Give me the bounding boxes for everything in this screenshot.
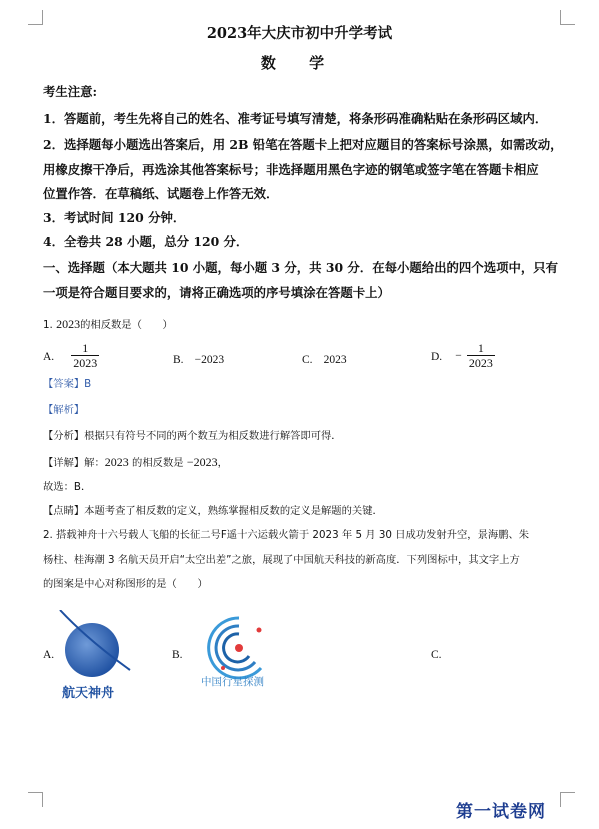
q2-option-b-label: B. [172,649,183,661]
q1-conclusion: 故选：B． [43,481,92,493]
q1-option-a-label: A. [43,351,55,363]
notice-line-3: 用橡皮擦干净后，再选涂其他答案标号；非选择题用黑色字迹的钢笔或签字笔在答题卡相应 [43,162,539,177]
q1-xiangjie [43,452,228,473]
q1-option-b-value: −2023 [194,354,225,366]
q1-number: 1. [43,319,53,331]
section-heading-line-2: 一项是符合题目要求的，请将正确选项的序号填涂在答题卡上） [43,285,390,300]
q1-option-a-denominator: 2023 [73,356,98,370]
q1-option-d-denominator: 2023 [468,356,493,370]
q1-option-d-sign: − [455,349,462,362]
q1-xiangjie-prefix: 【详解】解： [43,457,105,469]
q1-xiangjie-number: 2023 [104,455,129,469]
q1-stem-text: 的相反数是（ ） [80,319,173,331]
q1-xiangjie-middle: 的相反数是 [128,457,187,469]
watermark-text: 第一试卷网 [456,802,546,822]
corner-mark-bottom-left [28,792,43,807]
notice-line-4: 位置作答．在草稿纸、试题卷上作答无效． [43,186,279,201]
corner-mark-bottom-right [560,792,575,807]
section-heading-line-1: 一、选择题（本大题共 10 小题，每小题 3 分，共 30 分．在每小题给出的四个选项中，只有 [43,260,559,275]
q1-option-d-fraction [467,341,495,370]
exam-title: 2023年大庆市初中升学考试 [206,25,393,42]
q1-option-b-label: B. [173,354,184,366]
q1-option-c [302,348,347,367]
q1-xiangjie-value: −2023 [186,455,218,469]
q2-option-b-logo-text: 中国行星探测 [201,676,264,688]
exam-subject: 数 学 [260,54,339,72]
notice-line-1: 1．答题前，考生先将自己的姓名、准考证号填写清楚，将条形码准确粘贴在条形码区域内． [43,111,548,126]
q1-option-d-label: D. [431,351,443,363]
q2-option-a-logo-text: 航天神舟 [62,686,115,701]
q1-option-a [43,341,99,370]
notice-line-2: 2．选择题每小题选出答案后，用 2B 铅笔在答题卡上把对应题目的答案标号涂黑，如需改动， [43,137,563,152]
q1-expression: 2023 [56,317,81,331]
q1-option-d [431,341,495,370]
q1-answer: 【答案】B [43,378,92,390]
q1-stem [43,314,173,335]
notice-line-6: 4．全卷共 28 小题，总分 120 分． [43,234,249,249]
q2-option-c-label: C. [431,649,442,661]
q2-stem-line-3: 的图案是中心对称图形的是（ ） [43,578,208,590]
q2-option-b-logo [199,610,279,694]
q1-option-c-value: 2023 [323,354,347,366]
q1-option-a-fraction [71,341,99,370]
q1-xiangjie-end: ， [217,457,228,469]
q2-option-a-logo [56,610,136,704]
q1-option-a-numerator: 1 [82,341,89,355]
q1-option-d-numerator: 1 [477,341,484,355]
q2-stem-line-1: 2. 搭载神舟十六号载人飞船的长征二号F遥十六运载火箭于 2023 年 5 月 30 日成功发射升空，景海鹏、朱 [43,529,530,541]
q1-analysis-tag: 【解析】 [43,404,85,416]
notice-heading: 考生注意: [43,84,98,99]
planet-exploration-icon [199,610,279,680]
q1-dianjing: 【点睛】本题考查了相反数的定义，熟练掌握相反数的定义是解题的关键． [43,505,383,517]
q1-option-b [173,348,224,367]
q2-stem-line-2: 杨柱、桂海潮 3 名航天员开启“太空出差”之旅，展现了中国航天科技的新高度．下列图标中，其文字上方 [43,554,520,566]
q1-fenxi: 【分析】根据只有符号不同的两个数互为相反数进行解答即可得． [43,430,342,442]
q2-option-a-label: A. [43,649,55,661]
notice-line-5: 3．考试时间 120 分钟． [43,210,186,225]
q1-option-c-label: C. [302,354,313,366]
